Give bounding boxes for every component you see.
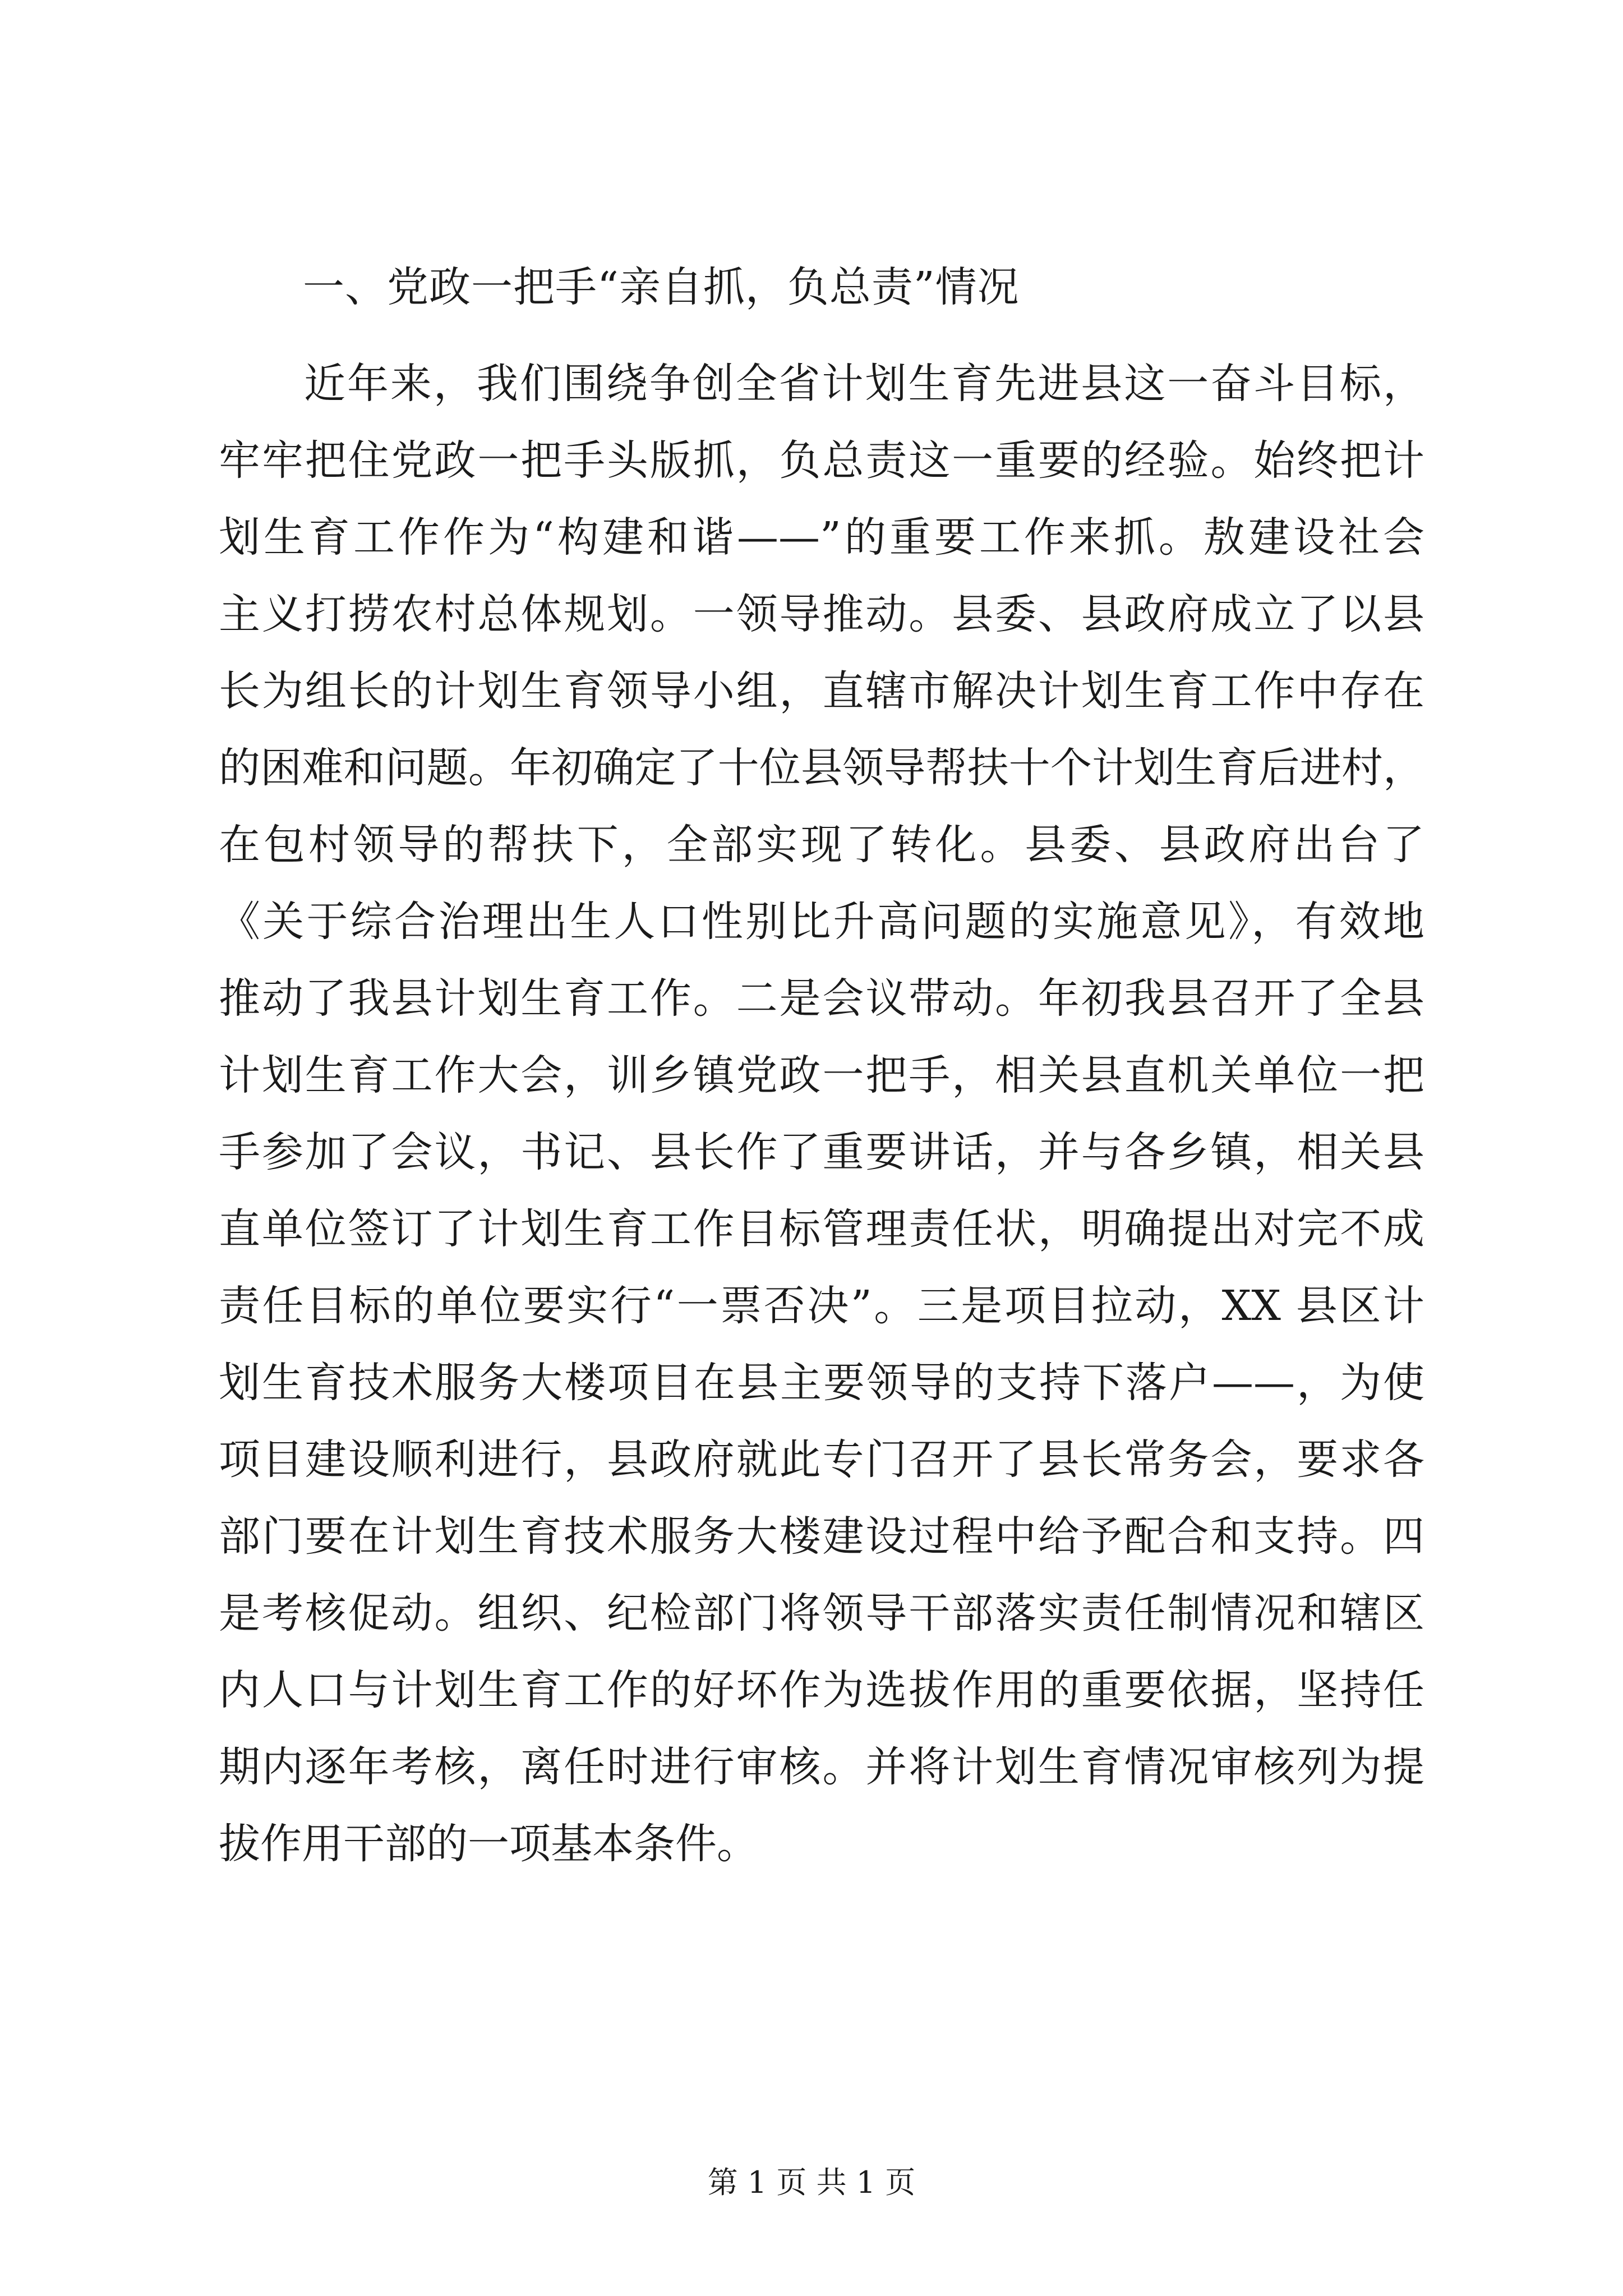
paragraph-line: 长为组长的计划生育领导小组，直辖市解决计划生育工作中存在 <box>219 667 1424 715</box>
paragraph-line: 近年来，我们围绕争创全省计划生育先进县这一奋斗目标， <box>304 360 1424 408</box>
paragraph-line: 划生育工作作为“构建和谐——”的重要工作来抓。敖建设社会 <box>219 513 1424 562</box>
paragraph-line: 划生育技术服务大楼项目在县主要领导的支持下落户——，为使 <box>219 1359 1424 1407</box>
paragraph-line: 的困难和问题。年初确定了十位县领导帮扶十个计划生育后进村， <box>219 744 1424 792</box>
paragraph-line: 部门要在计划生育技术服务大楼建设过程中给予配合和支持。四 <box>219 1512 1424 1561</box>
page-footer: 第 1 页 共 1 页 <box>707 2165 916 2200</box>
paragraph-line: 牢牢把住党政一把手头版抓，负总责这一重要的经验。始终把计 <box>219 436 1424 485</box>
body-paragraph <box>219 346 1424 1883</box>
paragraph-line: 项目建设顺利进行，县政府就此专门召开了县长常务会，要求各 <box>219 1435 1424 1484</box>
paragraph-line: 内人口与计划生育工作的好坏作为选拔作用的重要依据，坚持任 <box>219 1666 1424 1714</box>
paragraph-line: 主义打捞农村总体规划。一领导推动。县委、县政府成立了以县 <box>219 590 1424 638</box>
paragraph-line: 是考核促动。组织、纪检部门将领导干部落实责任制情况和辖区 <box>219 1589 1424 1637</box>
paragraph-line: 期内逐年考核，离任时进行审核。并将计划生育情况审核列为提 <box>219 1743 1424 1791</box>
paragraph-line: 拔作用干部的一项基本条件。 <box>219 1820 758 1868</box>
paragraph-line: 责任目标的单位要实行“一票否决”。三是项目拉动，XX 县区计 <box>219 1282 1424 1330</box>
paragraph-line: 推动了我县计划生育工作。二是会议带动。年初我县召开了全县 <box>219 974 1424 1023</box>
paragraph-line: 在包村领导的帮扶下，全部实现了转化。县委、县政府出台了 <box>219 821 1424 869</box>
paragraph-line: 手参加了会议，书记、县长作了重要讲话，并与各乡镇，相关县 <box>219 1128 1424 1176</box>
section-heading: 一、党政一把手“亲自抓，负总责”情况 <box>303 263 1020 311</box>
paragraph-line: 计划生育工作大会，训乡镇党政一把手，相关县直机关单位一把 <box>219 1051 1424 1099</box>
paragraph-line: 直单位签订了计划生育工作目标管理责任状，明确提出对完不成 <box>219 1205 1424 1253</box>
paragraph-line: 《关于综合治理出生人口性别比升高问题的实施意见》，有效地 <box>219 898 1424 946</box>
